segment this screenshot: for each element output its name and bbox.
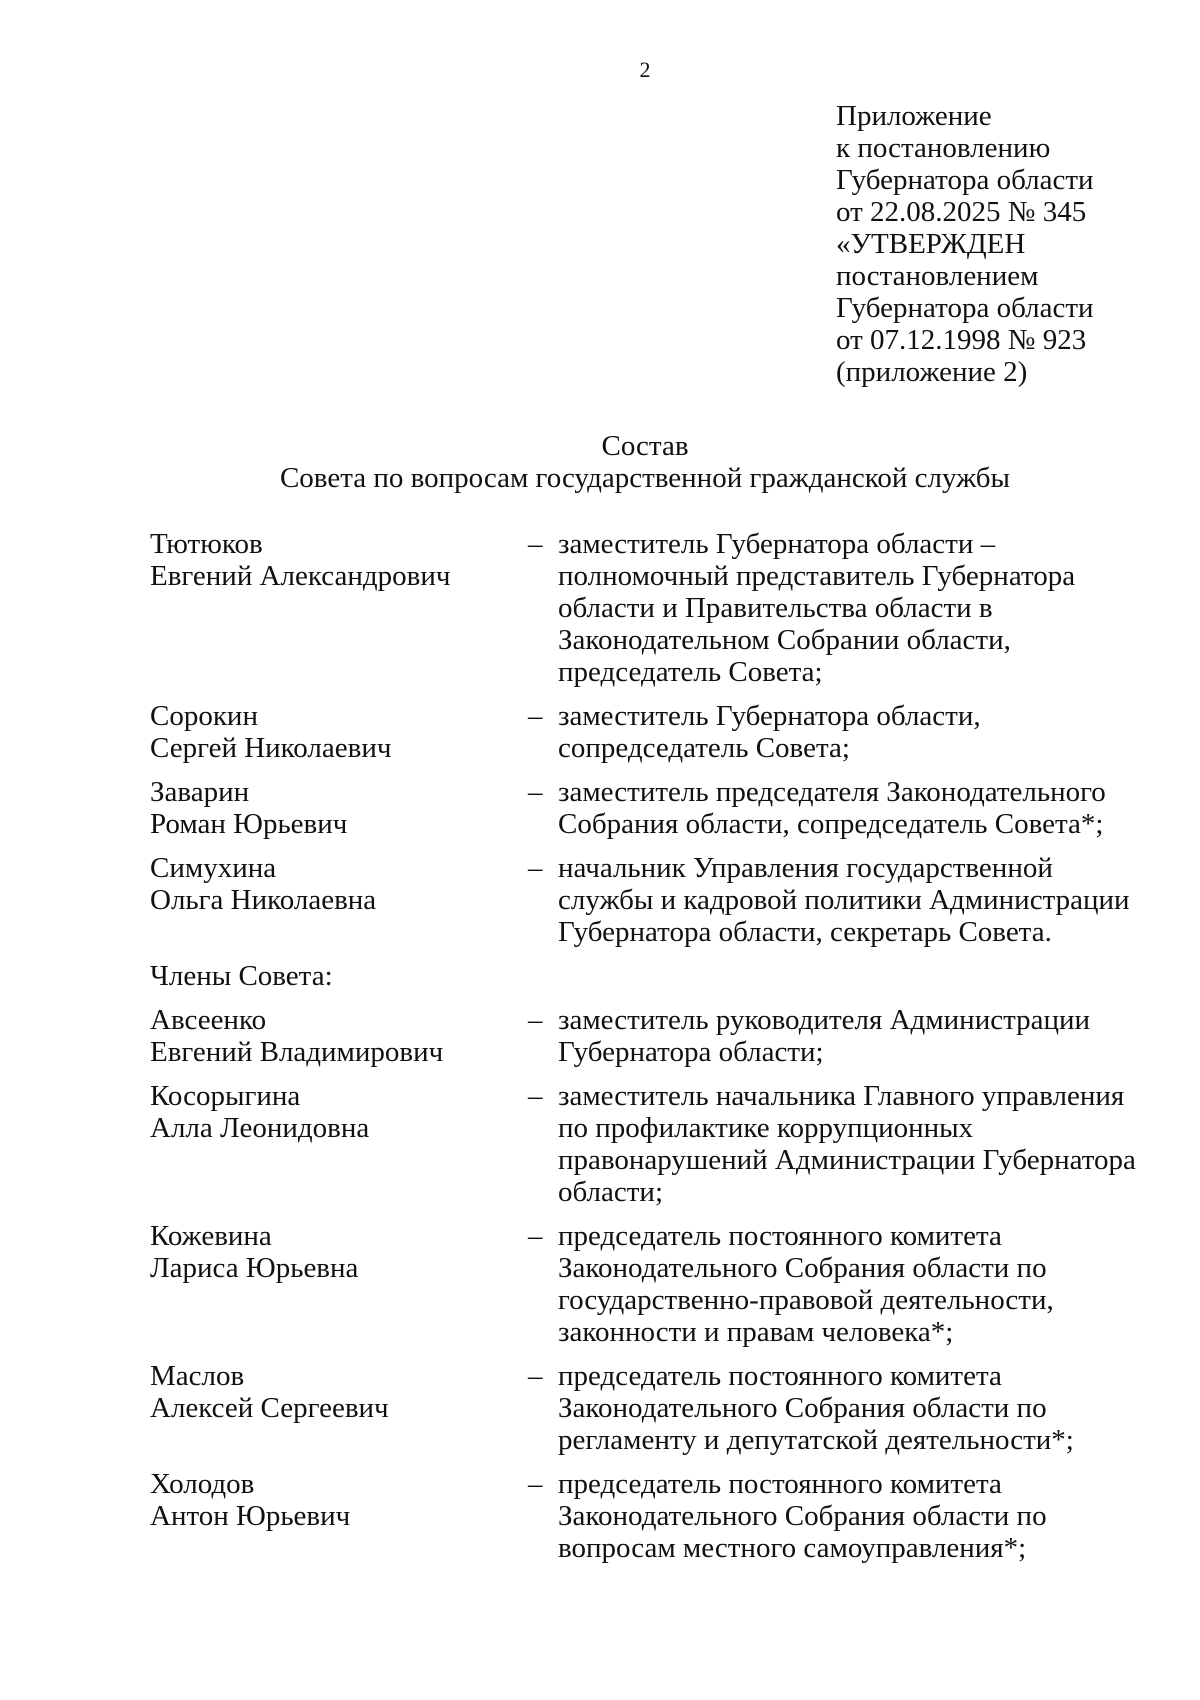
- member-role: [558, 852, 1150, 948]
- appendix-line: Губернатора области: [836, 292, 1094, 324]
- member-role: [558, 1220, 1150, 1348]
- role-line: области;: [558, 1176, 663, 1208]
- member-name: [150, 1468, 520, 1564]
- member-given-name: Евгений Александрович: [150, 560, 451, 592]
- member-given-name: Алексей Сергеевич: [150, 1392, 389, 1424]
- member-name: [150, 852, 520, 948]
- member-surname: Кожевина: [150, 1220, 272, 1252]
- role-line: заместитель Губернатора области,: [558, 700, 981, 732]
- member-name: [150, 1080, 520, 1208]
- member-given-name: Ольга Николаевна: [150, 884, 377, 916]
- role-line: Законодательном Собрании области,: [558, 624, 1011, 656]
- role-line: службы и кадровой политики Администрации: [558, 884, 1130, 916]
- member-name: [150, 776, 520, 840]
- role-line: по профилактике коррупционных: [558, 1112, 974, 1144]
- role-line: председатель Совета;: [558, 656, 823, 688]
- dash: –: [528, 700, 543, 732]
- member-role: [558, 700, 1150, 764]
- role-line: регламенту и депутатской деятельности*;: [558, 1424, 1074, 1456]
- member-entry: [150, 1220, 1150, 1348]
- appendix-block: [836, 100, 1176, 388]
- dash: –: [528, 1468, 543, 1500]
- member-given-name: Алла Леонидовна: [150, 1112, 370, 1144]
- member-name: [150, 1004, 520, 1068]
- member-surname: Тютюков: [150, 528, 263, 560]
- member-entry: [150, 1004, 1150, 1068]
- member-name: [150, 1220, 520, 1348]
- member-given-name: Сергей Николаевич: [150, 732, 392, 764]
- appendix-line: (приложение 2): [836, 356, 1028, 388]
- council-composition: [150, 528, 1150, 1576]
- member-role: [558, 1004, 1150, 1068]
- member-given-name: Евгений Владимирович: [150, 1036, 444, 1068]
- role-line: государственно-правовой деятельности,: [558, 1284, 1054, 1316]
- role-line: полномочный представитель Губернатора: [558, 560, 1076, 592]
- role-line: правонарушений Администрации Губернатора: [558, 1144, 1136, 1176]
- document-title: [0, 430, 1200, 494]
- role-line: законности и правам человека*;: [558, 1316, 954, 1348]
- member-entry: [150, 1360, 1150, 1456]
- dash: –: [528, 1004, 543, 1036]
- member-role: [558, 528, 1150, 688]
- member-entry: [150, 528, 1150, 688]
- member-role: [558, 1468, 1150, 1564]
- role-line: Законодательного Собрания области по: [558, 1252, 1047, 1284]
- dash: –: [528, 1080, 543, 1112]
- member-given-name: Антон Юрьевич: [150, 1500, 351, 1532]
- appendix-line: от 07.12.1998 № 923: [836, 324, 1087, 356]
- role-line: заместитель начальника Главного управления: [558, 1080, 1125, 1112]
- role-line: заместитель председателя Законодательного: [558, 776, 1106, 808]
- role-line: вопросам местного самоуправления*;: [558, 1532, 1027, 1564]
- role-line: Губернатора области;: [558, 1036, 824, 1068]
- role-line: области и Правительства области в: [558, 592, 993, 624]
- role-line: сопредседатель Совета;: [558, 732, 850, 764]
- appendix-line: Приложение: [836, 100, 992, 132]
- member-surname: Маслов: [150, 1360, 245, 1392]
- role-line: Собрания области, сопредседатель Совета*;: [558, 808, 1104, 840]
- role-line: председатель постоянного комитета: [558, 1360, 1002, 1392]
- title-line-1: Состав: [601, 430, 689, 462]
- members-section-header: Члены Совета:: [150, 960, 333, 992]
- member-given-name: Лариса Юрьевна: [150, 1252, 359, 1284]
- appendix-line: к постановлению: [836, 132, 1051, 164]
- member-role: [558, 776, 1150, 840]
- appendix-line: постановлением: [836, 260, 1039, 292]
- member-entry: [150, 852, 1150, 948]
- member-surname: Холодов: [150, 1468, 255, 1500]
- title-line-2: Совета по вопросам государственной гражданской службы: [279, 462, 1011, 494]
- role-line: начальник Управления государственной: [558, 852, 1053, 884]
- appendix-line: от 22.08.2025 № 345: [836, 196, 1087, 228]
- member-entry: [150, 700, 1150, 764]
- role-line: Законодательного Собрания области по: [558, 1500, 1047, 1532]
- member-entry: [150, 776, 1150, 840]
- page-number: 2: [639, 57, 651, 82]
- member-entry: [150, 1080, 1150, 1208]
- member-surname: Заварин: [150, 776, 250, 808]
- role-line: Законодательного Собрания области по: [558, 1392, 1047, 1424]
- dash: –: [528, 852, 543, 884]
- member-surname: Симухина: [150, 852, 277, 884]
- member-role: [558, 1080, 1150, 1208]
- role-line: председатель постоянного комитета: [558, 1220, 1002, 1252]
- role-line: председатель постоянного комитета: [558, 1468, 1002, 1500]
- member-surname: Косорыгина: [150, 1080, 301, 1112]
- member-name: [150, 528, 520, 688]
- role-line: заместитель руководителя Администрации: [558, 1004, 1091, 1036]
- member-name: [150, 1360, 520, 1456]
- dash: –: [528, 528, 543, 560]
- appendix-line: Губернатора области: [836, 164, 1094, 196]
- role-line: заместитель Губернатора области –: [558, 528, 996, 560]
- member-name: [150, 700, 520, 764]
- dash: –: [528, 1360, 543, 1392]
- role-line: Губернатора области, секретарь Совета.: [558, 916, 1052, 948]
- member-surname: Сорокин: [150, 700, 258, 732]
- appendix-line: «УТВЕРЖДЕН: [836, 228, 1026, 260]
- dash: –: [528, 776, 543, 808]
- dash: –: [528, 1220, 543, 1252]
- member-entry: [150, 1468, 1150, 1564]
- member-role: [558, 1360, 1150, 1456]
- member-given-name: Роман Юрьевич: [150, 808, 348, 840]
- member-surname: Авсеенко: [150, 1004, 267, 1036]
